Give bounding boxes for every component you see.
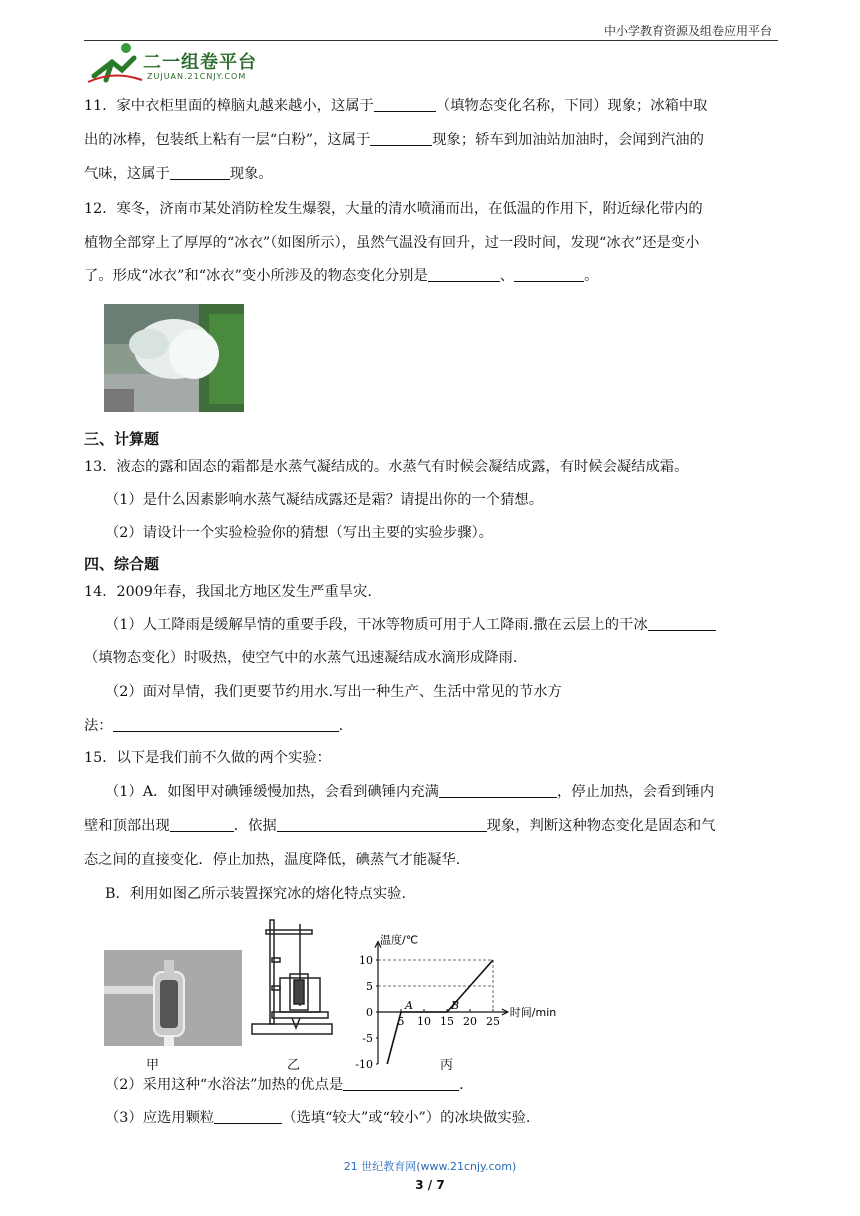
x-tick-label: 20 bbox=[463, 1015, 477, 1028]
q12-line3: 了。形成“冰衣”和“冰衣”变小所涉及的物态变化分别是 、 。 bbox=[84, 268, 599, 284]
fire-hydrant-photo bbox=[104, 304, 244, 412]
q11-line1: 11．家中衣柜里面的樟脑丸越来越小，这属于 （填物态变化名称，下同）现象；冰箱中取 bbox=[84, 98, 708, 114]
water-bath-apparatus bbox=[250, 916, 340, 1040]
q12-line1: 12．寒冬，济南市某处消防栓发生爆裂，大量的清水喷涌而出，在低温的作用下，附近绿化带内的 bbox=[84, 201, 703, 217]
figure-caption-c: 丙 bbox=[440, 1058, 454, 1073]
q14-line5: 法： . bbox=[84, 718, 344, 734]
answer-blank[interactable] bbox=[648, 616, 716, 631]
iodine-hammer-photo bbox=[104, 950, 242, 1046]
y-tick-label: 5 bbox=[366, 980, 373, 993]
q14-line2: （1）人工降雨是缓解旱情的重要手段，干冰等物质可用于人工降雨.撒在云层上的干冰 bbox=[105, 615, 716, 635]
logo-text: 二一组卷平台 bbox=[143, 52, 257, 73]
y-tick-label: 10 bbox=[359, 954, 373, 967]
answer-blank[interactable] bbox=[170, 165, 230, 180]
answer-blank[interactable] bbox=[277, 817, 487, 832]
logo-subtext: ZUJUAN.21CNJY.COM bbox=[147, 72, 247, 81]
q15-line3: 壁和顶部出现 ．依据 现象，判断这种物态变化是固态和气 bbox=[84, 818, 716, 834]
q15-line2: （1）A．如图甲对碘锤缓慢加热，会看到碘锤内充满 ，停止加热，会看到锤内 bbox=[105, 784, 715, 800]
footer-link[interactable]: 21 世纪教育网(www.21cnjy.com) bbox=[343, 1160, 517, 1173]
runner-logo-icon bbox=[84, 40, 144, 88]
x-tick-label: 15 bbox=[440, 1015, 454, 1028]
q15-line5: B．利用如图乙所示装置探究冰的熔化特点实验. bbox=[105, 886, 406, 902]
answer-blank[interactable] bbox=[170, 817, 234, 832]
answer-blank[interactable] bbox=[439, 783, 557, 798]
x-tick-label: 25 bbox=[486, 1015, 500, 1028]
y-tick-label: -5 bbox=[362, 1032, 373, 1045]
y-axis-label: 温度/℃ bbox=[380, 933, 419, 947]
section-heading: 三、计算题 bbox=[84, 430, 160, 448]
platform-name: 中小学教育资源及组卷应用平台 bbox=[603, 24, 772, 38]
x-tick-label: 10 bbox=[417, 1015, 431, 1028]
q14-line4: （2）面对旱情，我们更要节约用水.写出一种生产、生活中常见的节水方 bbox=[105, 684, 562, 700]
melting-curve-chart bbox=[348, 933, 558, 1071]
x-tick-label: 5 bbox=[397, 1015, 405, 1028]
answer-blank[interactable] bbox=[113, 717, 339, 732]
q14-line3: （填物态变化）时吸热，使空气中的水蒸气迅速凝结成水滴形成降雨. bbox=[84, 650, 518, 666]
figure-caption-b: 乙 bbox=[287, 1058, 301, 1073]
q15-line4: 态之间的直接变化．停止加热，温度降低，碘蒸气才能凝华. bbox=[84, 852, 461, 868]
answer-blank[interactable] bbox=[514, 267, 584, 282]
q11-line3: 气味，这属于 现象。 bbox=[84, 166, 273, 182]
y-tick-label: 0 bbox=[366, 1006, 373, 1019]
q11-line2: 出的冰棒，包装纸上粘有一层“白粉”，这属于 现象；轿车到加油站加油时，会闻到汽油的 bbox=[84, 132, 704, 148]
q15-line1: 15．以下是我们前不久做的两个实验： bbox=[84, 750, 331, 766]
answer-blank[interactable] bbox=[214, 1109, 282, 1124]
point-label: A bbox=[405, 999, 413, 1012]
answer-blank[interactable] bbox=[343, 1076, 459, 1091]
q14-line1: 14．2009年春，我国北方地区发生严重旱灾. bbox=[84, 584, 372, 600]
q13-line1: 13．液态的露和固态的霜都是水蒸气凝结成的。水蒸气有时候会凝结成露，有时候会凝结成霜。 bbox=[84, 459, 689, 475]
section-heading: 四、综合题 bbox=[84, 555, 160, 573]
point-label: B bbox=[451, 999, 460, 1012]
q13-line3: （2）请设计一个实验检验你的猜想（写出主要的实验步骤）。 bbox=[105, 525, 493, 541]
q13-line2: （1）是什么因素影响水蒸气凝结成露还是霜？请提出你的一个猜想。 bbox=[105, 492, 543, 508]
q15-line6: （2）采用这种“水浴法”加热的优点是 . bbox=[105, 1077, 464, 1093]
x-axis-label: 时间/min bbox=[509, 1006, 557, 1019]
q15-line7: （3）应选用颗粒 （选填“较大”或“较小”）的冰块做实验. bbox=[105, 1110, 531, 1126]
figure-caption-a: 甲 bbox=[146, 1058, 160, 1073]
q12-line2: 植物全部穿上了厚厚的“冰衣”（如图所示），虽然气温没有回升，过一段时间，发现“冰衣”还是变小 bbox=[84, 235, 700, 251]
answer-blank[interactable] bbox=[428, 267, 500, 282]
answer-blank[interactable] bbox=[370, 131, 432, 146]
page-number: 3 / 7 bbox=[415, 1178, 445, 1192]
melting-chart-svg bbox=[348, 933, 558, 1071]
y-tick-label: -10 bbox=[355, 1058, 373, 1071]
answer-blank[interactable] bbox=[374, 97, 436, 112]
